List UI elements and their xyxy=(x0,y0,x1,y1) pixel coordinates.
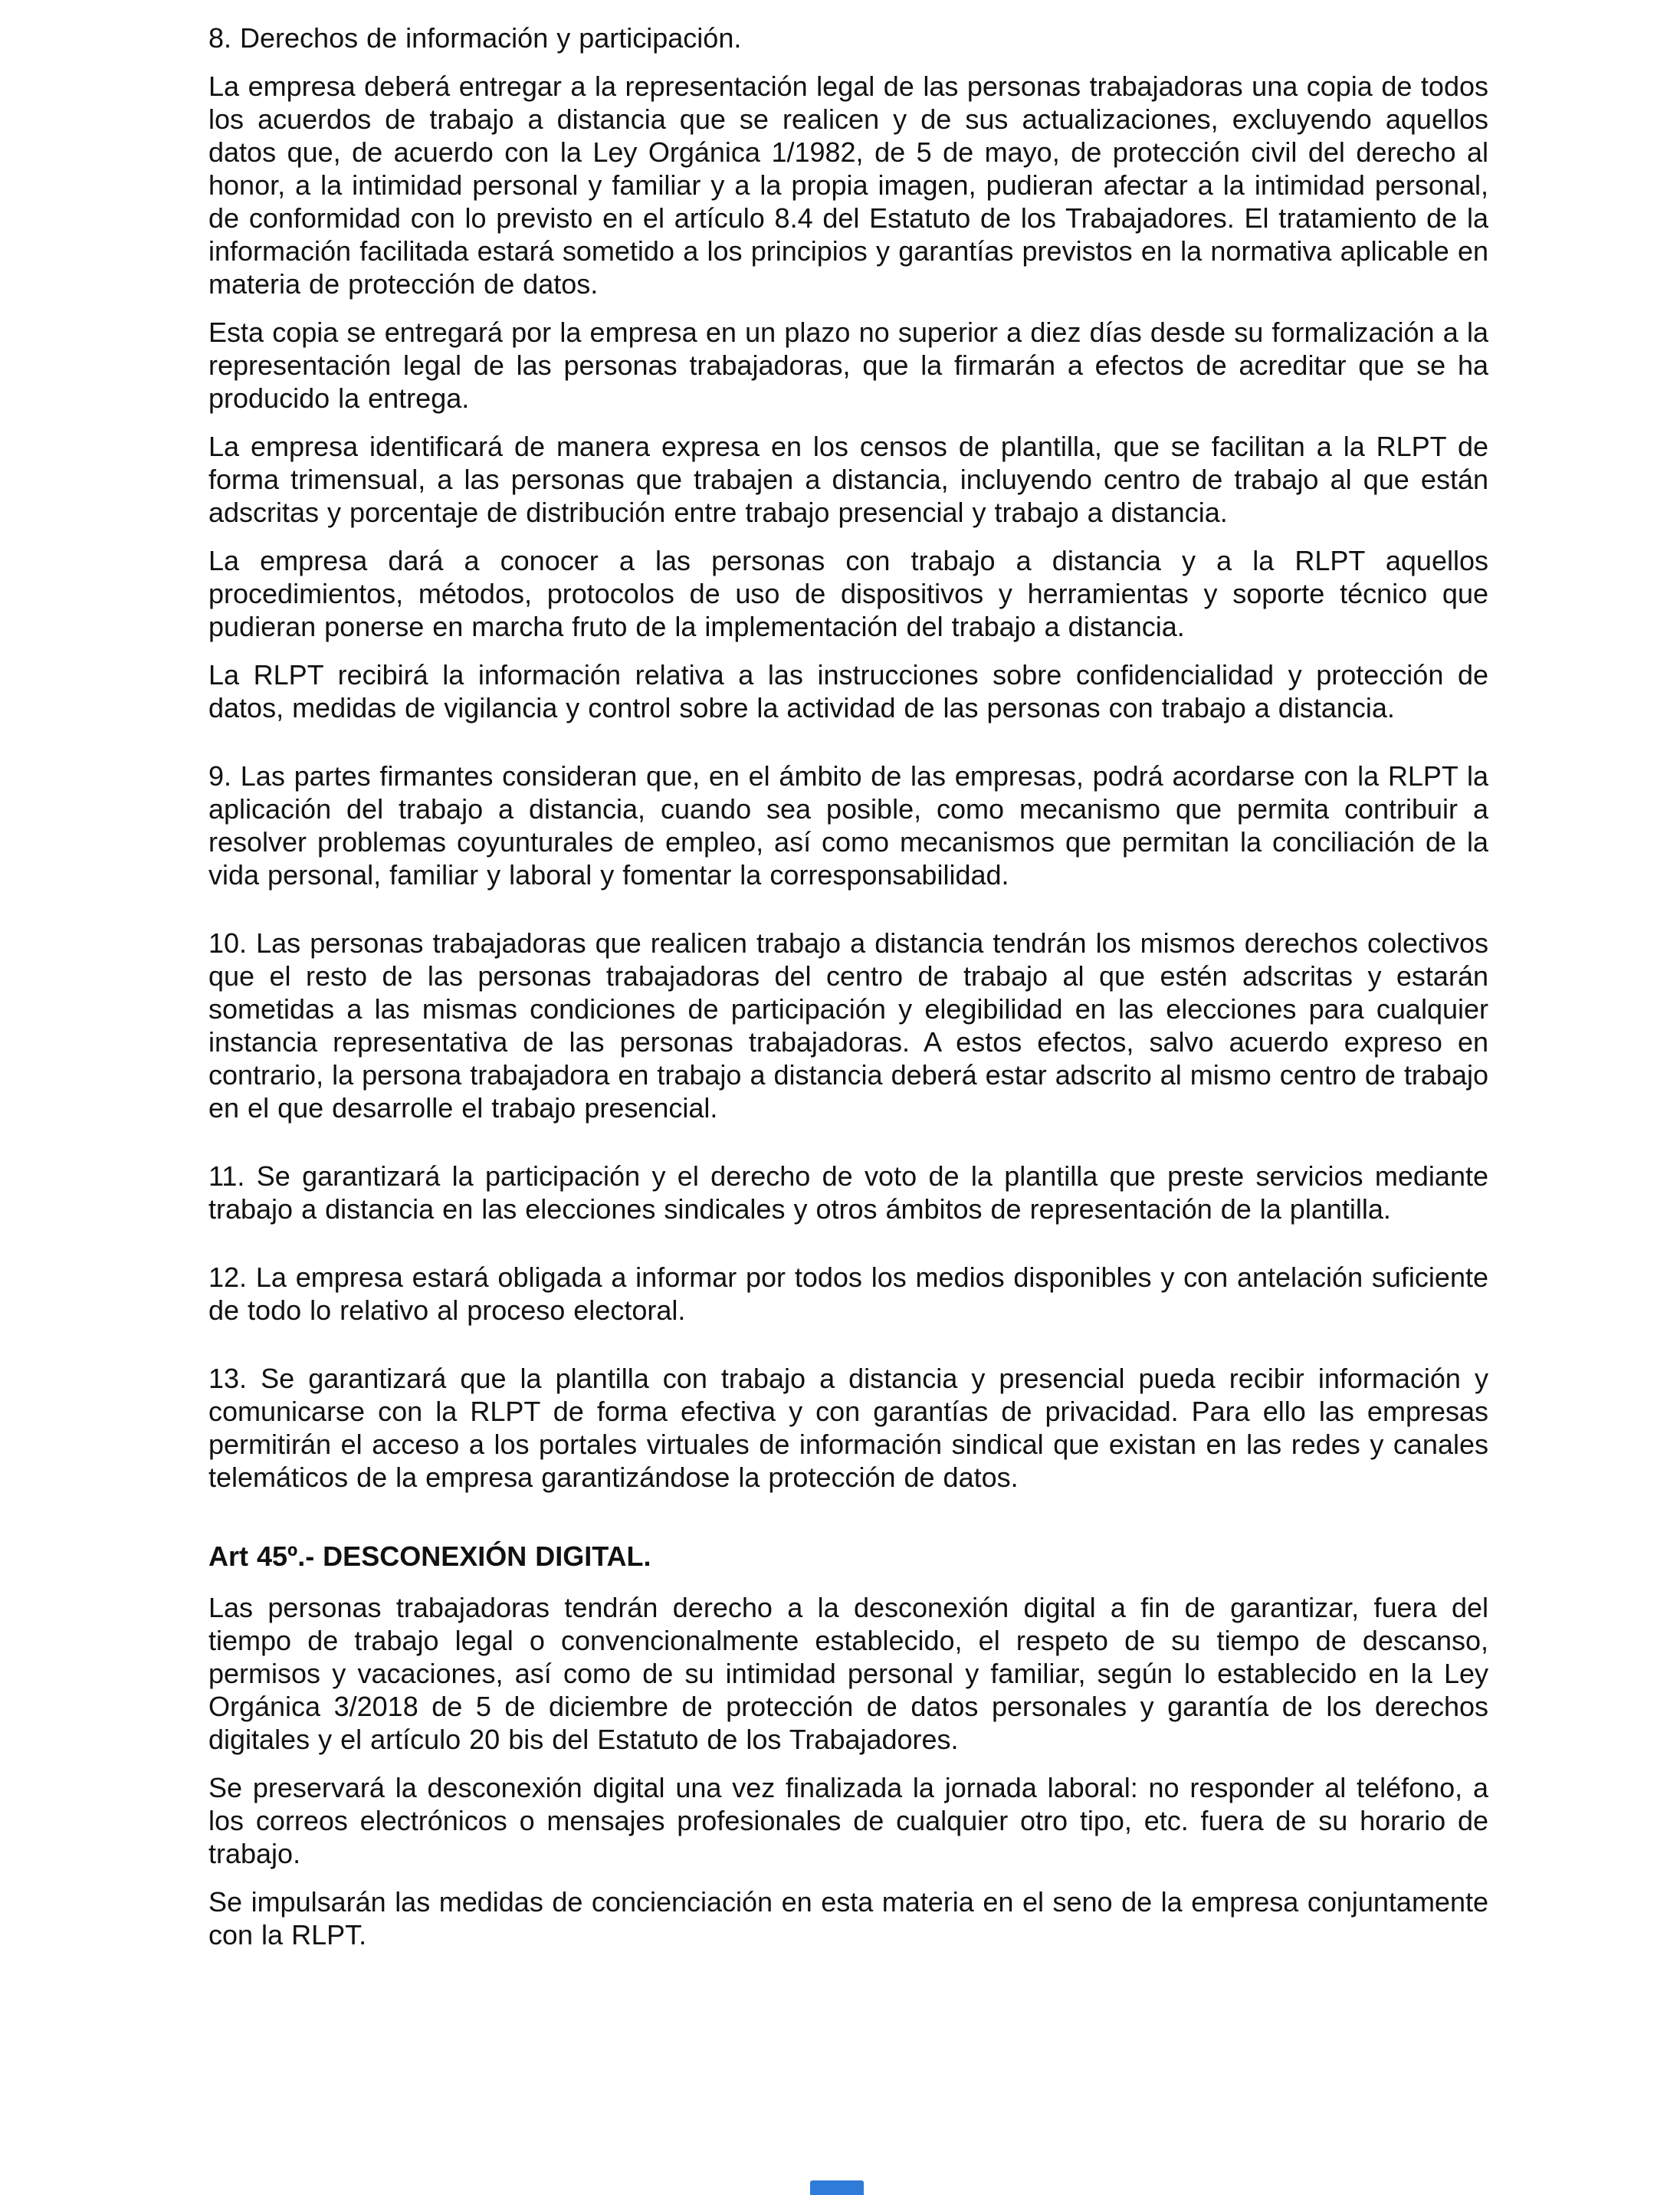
paragraph-jornada-laboral: Se preservará la desconexión digital una vez finalizada la jornada laboral: no responder al teléfono, a los correos electrónicos o mensajes profesionales de cualquier otro tipo, etc. fuera de su horario de trabajo. xyxy=(208,1772,1488,1869)
paragraph-punto-11: 11. Se garantizará la participación y el derecho de voto de la plantilla que preste servicios mediante trabajo a distancia en las elecciones sindicales y otros ámbitos de representación de la plantilla. xyxy=(208,1160,1488,1225)
paragraph-censos-plantilla: La empresa identificará de manera expresa en los censos de plantilla, que se facilitan a la RLPT de forma trimensual, a las personas que trabajen a distancia, incluyendo centro de trabajo al que están adscritas y porcentaje de distribución entre trabajo presencial y trabajo a distancia. xyxy=(208,431,1488,528)
paragraph-plazo-entrega: Esta copia se entregará por la empresa en un plazo no superior a diez días desde su formalización a la representación legal de las personas trabajadoras, que la firmarán a efectos de acreditar que se ha producido la entrega. xyxy=(208,317,1488,414)
paragraph-rlpt-confidencialidad: La RLPT recibirá la información relativa a las instrucciones sobre confidencialidad y protección de datos, medidas de vigilancia y control sobre la actividad de las personas con trabajo a distancia. xyxy=(208,659,1488,723)
paragraph-punto-10: 10. Las personas trabajadoras que realicen trabajo a distancia tendrán los mismos derechos colectivos que el resto de las personas trabajadoras del centro de trabajo al que estén adscritas y estarán sometidas a las mismas condiciones de participación y elegibilidad en las elecciones para cualquier instancia representativa de las personas trabajadoras. A estos efectos, salvo acuerdo expreso en contrario, la persona trabajadora en trabajo a distancia deberá estar adscrito al mismo centro de trabajo en el que desarrolle el trabajo presencial. xyxy=(208,927,1488,1124)
paragraph-punto-9: 9. Las partes firmantes consideran que, en el ámbito de las empresas, podrá acordarse con la RLPT la aplicación del trabajo a distancia, cuando sea posible, como mecanismo que permita contribuir a resolver problemas coyunturales de empleo, así como mecanismos que permitan la conciliación de la vida personal, familiar y laboral y fomentar la corresponsabilidad. xyxy=(208,760,1488,891)
section-heading-derechos: 8. Derechos de información y participación. xyxy=(208,22,742,54)
paragraph-derecho-desconexion: Las personas trabajadoras tendrán derecho a la desconexión digital a fin de garantizar, fuera del tiempo de trabajo legal o convencionalmente establecido, el respeto de su tiempo de descanso, permisos y vacaciones, así como de su intimidad personal y familiar, según lo establecido en la Ley Orgánica 3/2018 de 5 de diciembre de protección de datos personales y garantía de los derechos digitales y el artículo 20 bis del Estatuto de los Trabajadores. xyxy=(208,1592,1488,1755)
paragraph-procedimientos: La empresa dará a conocer a las personas con trabajo a distancia y a la RLPT aquellos procedimientos, métodos, protocolos de uso de dispositivos y herramientas y soporte técnico que pudieran ponerse en marcha fruto de la implementación del trabajo a distancia. xyxy=(208,545,1488,642)
page-bottom-highlight xyxy=(810,2180,864,2195)
paragraph-copia-acuerdos: La empresa deberá entregar a la representación legal de las personas trabajadoras una copia de todos los acuerdos de trabajo a distancia que se realicen y de sus actualizaciones, excluyendo aquellos datos que, de acuerdo con la Ley Orgánica 1/1982, de 5 de mayo, de protección civil del derecho al honor, a la intimidad personal y familiar y a la propia imagen, pudieran afectar a la intimidad personal, de conformidad con lo previsto en el artículo 8.4 del Estatuto de los Trabajadores. El tratamiento de la información facilitada estará sometido a los principios y garantías previstos en la normativa aplicable en materia de protección de datos. xyxy=(208,71,1488,300)
paragraph-punto-13: 13. Se garantizará que la plantilla con trabajo a distancia y presencial pueda recibir información y comunicarse con la RLPT de forma efectiva y con garantías de privacidad. Para ello las empresas permitirán el acceso a los portales virtuales de información sindical que existan en las redes y canales telemáticos de la empresa garantizándose la protección de datos. xyxy=(208,1363,1488,1493)
paragraph-punto-12: 12. La empresa estará obligada a informar por todos los medios disponibles y con antelación suficiente de todo lo relativo al proceso electoral. xyxy=(208,1262,1488,1326)
article-heading-desconexion-digital: Art 45º.- DESCONEXIÓN DIGITAL. xyxy=(208,1540,651,1572)
paragraph-concienciacion: Se impulsarán las medidas de concienciación en esta materia en el seno de la empresa conjuntamente con la RLPT. xyxy=(208,1886,1488,1951)
